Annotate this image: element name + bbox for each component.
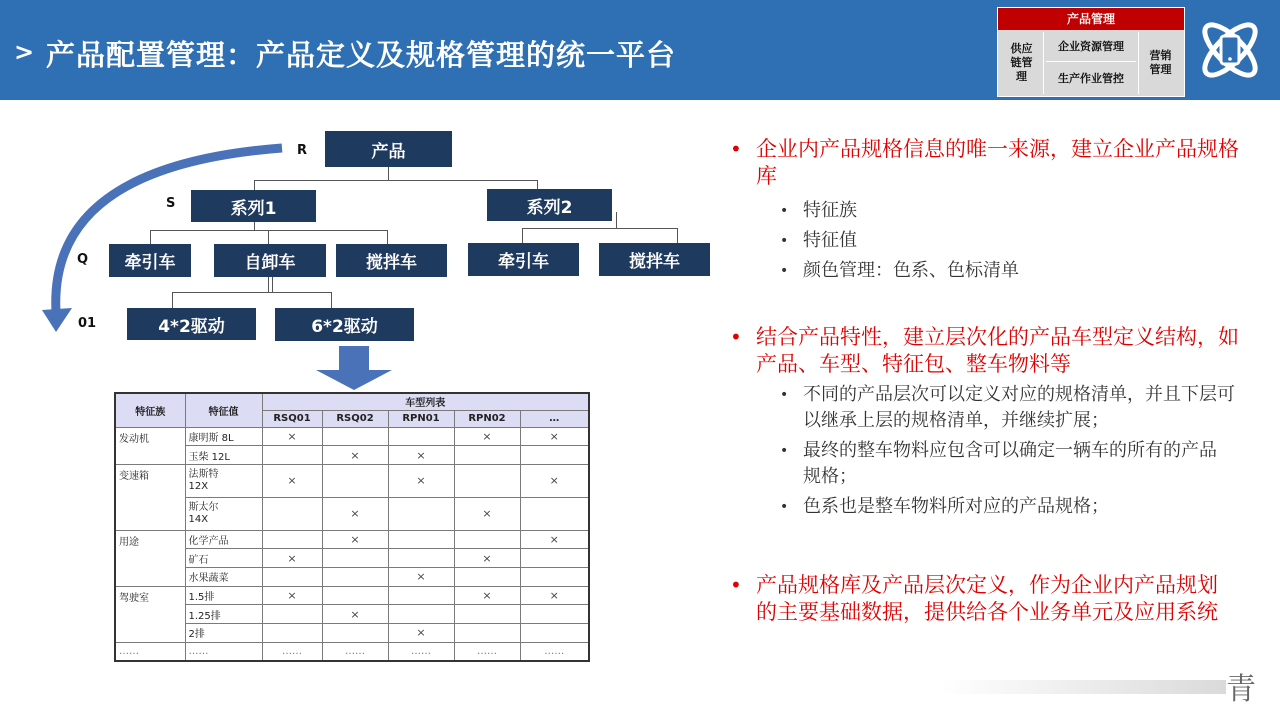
table-row <box>115 497 589 530</box>
model-mark-cell: × <box>322 530 388 549</box>
ellipsis-cell: …… <box>115 642 185 661</box>
model-mark-cell <box>262 605 322 624</box>
model-mark-cell <box>388 549 454 568</box>
table-row <box>115 530 589 549</box>
ellipsis-cell: …… <box>520 642 589 661</box>
model-mark-cell <box>322 427 388 446</box>
connector <box>387 230 388 244</box>
connector <box>522 228 523 243</box>
header-family: 特征族 <box>115 393 185 427</box>
model-mark-cell <box>388 497 454 530</box>
sub-bullet: • 颜色管理：色系、色标清单 <box>728 258 1248 284</box>
model-mark-cell: × <box>454 427 520 446</box>
model-mark-cell: × <box>388 568 454 587</box>
model-mark-cell <box>322 549 388 568</box>
table-row <box>115 464 589 497</box>
level-label-r: R <box>297 143 308 158</box>
model-mark-cell: × <box>322 497 388 530</box>
node-series-2: 系列2 <box>487 189 612 221</box>
model-mark-cell <box>454 568 520 587</box>
model-mark-cell <box>262 624 322 643</box>
header-model: RPN01 <box>388 410 454 427</box>
model-mark-cell: × <box>322 605 388 624</box>
model-mark-cell: × <box>322 446 388 465</box>
feature-table <box>114 392 590 662</box>
model-mark-cell: × <box>520 464 589 497</box>
model-mark-cell <box>262 446 322 465</box>
model-mark-cell <box>322 586 388 605</box>
feature-value-cell: 玉柴 12L <box>185 446 262 465</box>
connector <box>616 212 617 228</box>
connector <box>268 230 269 244</box>
feature-value-cell: 矿石 <box>185 549 262 568</box>
model-mark-cell <box>520 497 589 530</box>
connector <box>677 228 678 243</box>
bullet-point-2: • 结合产品特性，建立层次化的产品车型定义结构，如产品、车型、特征包、整车物料等 <box>728 324 1248 378</box>
model-mark-cell <box>322 624 388 643</box>
connector <box>172 292 173 308</box>
level-label-q: Q <box>77 252 89 267</box>
connector <box>172 292 332 293</box>
table-row <box>115 624 589 643</box>
table-row <box>115 549 589 568</box>
model-mark-cell <box>262 497 322 530</box>
model-mark-cell <box>520 568 589 587</box>
connector <box>254 222 255 230</box>
model-mark-cell: × <box>388 446 454 465</box>
feature-value-cell: 康明斯 8L <box>185 427 262 446</box>
model-mark-cell: × <box>454 497 520 530</box>
model-mark-cell: × <box>520 427 589 446</box>
module-center-bottom: 生产作业管控 <box>1058 72 1124 85</box>
connector <box>268 276 269 292</box>
level-label-s: S <box>166 196 176 211</box>
model-mark-cell: × <box>262 427 322 446</box>
feature-family-cell: 驾驶室 <box>115 586 185 642</box>
connector <box>537 180 538 189</box>
model-mark-cell <box>520 446 589 465</box>
model-mark-cell <box>262 568 322 587</box>
ellipsis-cell: …… <box>262 642 322 661</box>
sub-bullet: • 最终的整车物料应包含可以确定一辆车的所有的产品规格； <box>728 438 1248 490</box>
model-mark-cell: × <box>388 624 454 643</box>
feature-value-cell: 1.5排 <box>185 586 262 605</box>
watermark-glyph: 青 <box>1226 672 1256 707</box>
feature-value-cell: 化学产品 <box>185 530 262 549</box>
sub-bullet: • 特征值 <box>728 228 1248 254</box>
level-label-01: 01 <box>78 316 97 331</box>
node-drive-6x2: 6*2驱动 <box>275 308 414 341</box>
model-mark-cell: × <box>388 464 454 497</box>
module-center-top: 企业资源管理 <box>1046 32 1136 62</box>
module-right: 营销管理 <box>1138 32 1182 94</box>
model-mark-cell <box>520 549 589 568</box>
node-s1-dumper: 自卸车 <box>214 244 326 277</box>
node-s1-mixer: 搅拌车 <box>336 244 447 277</box>
model-mark-cell: × <box>262 586 322 605</box>
model-mark-cell <box>322 568 388 587</box>
model-mark-cell <box>520 624 589 643</box>
sub-bullet: • 不同的产品层次可以定义对应的规格清单，并且下层可以继承上层的规格清单，并继续扩展； <box>728 382 1248 434</box>
model-mark-cell <box>388 605 454 624</box>
node-series-1: 系列1 <box>191 190 316 222</box>
feature-value-cell: 1.25排 <box>185 605 262 624</box>
model-mark-cell: × <box>520 586 589 605</box>
header-model: RSQ01 <box>262 410 322 427</box>
connector <box>254 180 255 190</box>
feature-value-cell: 法斯特 12X <box>185 464 262 497</box>
page-title: 产品配置管理：产品定义及规格管理的统一平台 <box>46 38 677 72</box>
model-mark-cell <box>454 446 520 465</box>
model-mark-cell <box>388 586 454 605</box>
ellipsis-cell: …… <box>454 642 520 661</box>
model-mark-cell <box>322 464 388 497</box>
node-s2-mixer: 搅拌车 <box>599 243 710 276</box>
atom-phone-logo-icon <box>1194 14 1266 86</box>
feature-value-cell: 水果蔬菜 <box>185 568 262 587</box>
model-mark-cell <box>454 605 520 624</box>
table-row <box>115 605 589 624</box>
watermark-strip <box>940 680 1226 694</box>
header-model: RPN02 <box>454 410 520 427</box>
module-left: 供应链管理 <box>1000 32 1044 94</box>
feature-family-cell: 发动机 <box>115 427 185 464</box>
header-model: … <box>520 410 589 427</box>
sub-bullet: • 特征族 <box>728 198 1248 224</box>
model-mark-cell <box>388 427 454 446</box>
header-model: RSQ02 <box>322 410 388 427</box>
table-row <box>115 427 589 446</box>
down-arrow-icon <box>316 346 392 390</box>
model-mark-cell: × <box>262 549 322 568</box>
header-value: 特征值 <box>185 393 262 427</box>
feature-family-cell: 用途 <box>115 530 185 586</box>
connector <box>388 167 389 180</box>
connector <box>254 180 538 181</box>
connector <box>150 230 151 244</box>
model-mark-cell: × <box>454 586 520 605</box>
feature-value-cell: 斯太尔 14X <box>185 497 262 530</box>
table-row <box>115 446 589 465</box>
feature-family-cell: 变速箱 <box>115 464 185 530</box>
model-mark-cell <box>388 530 454 549</box>
connector <box>522 228 678 229</box>
table-row <box>115 586 589 605</box>
node-s1-tractor: 牵引车 <box>109 244 191 277</box>
feature-value-cell: 2排 <box>185 624 262 643</box>
model-mark-cell <box>454 624 520 643</box>
connector <box>331 292 332 308</box>
ellipsis-cell: …… <box>388 642 454 661</box>
ellipsis-cell: …… <box>185 642 262 661</box>
module-top: 产品管理 <box>998 8 1184 30</box>
model-mark-cell <box>520 605 589 624</box>
table-row <box>115 642 589 661</box>
model-mark-cell: × <box>454 549 520 568</box>
model-mark-cell: × <box>520 530 589 549</box>
chevron-icon: > <box>14 38 35 66</box>
bullet-point-1: • 企业内产品规格信息的唯一来源，建立企业产品规格库 <box>728 136 1248 190</box>
node-root: 产品 <box>325 131 452 167</box>
ellipsis-cell: …… <box>322 642 388 661</box>
node-s2-tractor: 牵引车 <box>468 243 579 276</box>
model-mark-cell <box>454 464 520 497</box>
model-mark-cell <box>454 530 520 549</box>
node-drive-4x2: 4*2驱动 <box>127 308 256 340</box>
sub-bullet: • 色系也是整车物料所对应的产品规格； <box>728 494 1248 520</box>
bullet-point-3: • 产品规格库及产品层次定义，作为企业内产品规划的主要基础数据，提供给各个业务单元及应用系统 <box>728 572 1248 626</box>
header-model-list: 车型列表 <box>262 393 589 410</box>
model-mark-cell: × <box>262 464 322 497</box>
model-mark-cell <box>262 530 322 549</box>
connector <box>150 230 388 231</box>
bullet-panel <box>728 136 1248 626</box>
module-matrix <box>997 7 1185 97</box>
table-row <box>115 568 589 587</box>
connector <box>272 276 273 292</box>
